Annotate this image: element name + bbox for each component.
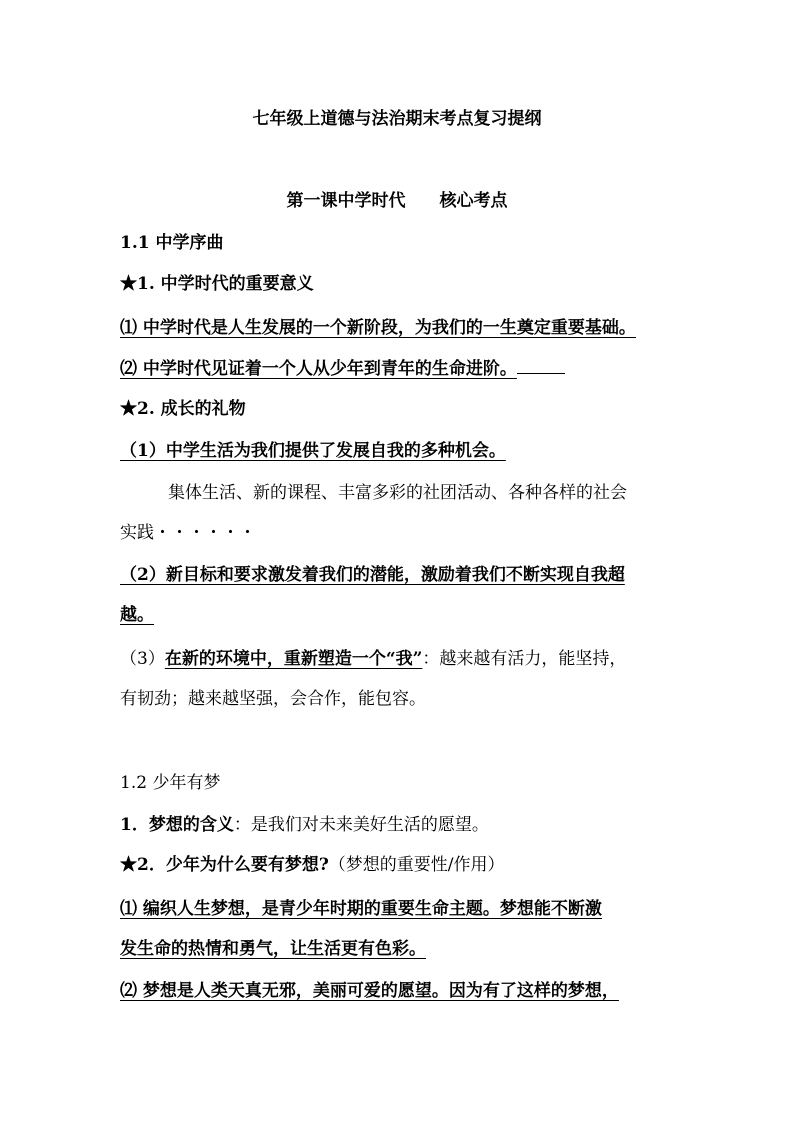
- dream-meaning-label: 1．梦想的含义: [120, 815, 234, 835]
- why-dream-subtitle: （梦想的重要性/作用）: [328, 855, 505, 875]
- growth-gift-point-2-line-1: （2）新目标和要求激发着我们的潜能，激励着我们不断实现自我超: [120, 565, 625, 585]
- point-3-number: （3）: [120, 649, 165, 669]
- item-title-why-dream: [120, 854, 505, 876]
- dream-meaning-text: ：是我们对未来美好生活的愿望。: [233, 815, 489, 835]
- dream-meaning: [120, 814, 489, 836]
- significance-point-2-text: ⑵ 中学时代见证着一个人从少年到青年的生命进阶。: [120, 359, 517, 379]
- section-heading-1-1: 1.1 中学序曲: [120, 233, 224, 253]
- why-dream-point-2-line-1: ⑵ 梦想是人类天真无邪，美丽可爱的愿望。因为有了这样的梦想，: [120, 981, 619, 1001]
- growth-gift-detail-line-2: 实践・・・・・・: [120, 523, 256, 543]
- significance-point-2: [120, 357, 565, 380]
- point-3-key-phrase: 在新的环境中，重新塑造一个“我”: [164, 649, 423, 669]
- growth-gift-point-3-line-2: 有韧劲；越来越坚强，会合作，能包容。: [120, 689, 426, 709]
- growth-gift-point-1: （1）中学生活为我们提供了发展自我的多种机会。: [120, 441, 506, 461]
- significance-point-1: ⑴ 中学时代是人生发展的一个新阶段，为我们的一生奠定重要基础。: [120, 318, 636, 338]
- why-dream-point-1-line-2: 发生命的热情和勇气，让生活更有色彩。: [120, 939, 426, 959]
- section-heading-1-2: 1.2 少年有梦: [120, 773, 221, 793]
- point-3-rest: ：越来越有活力，能坚持，: [422, 649, 627, 669]
- growth-gift-point-2-line-2: 越。: [120, 605, 154, 625]
- why-dream-point-1-line-1: ⑴ 编织人生梦想，是青少年时期的重要生命主题。梦想能不断激: [120, 899, 602, 919]
- blank-line: [517, 357, 565, 374]
- item-title-growth-gift: ★2. 成长的礼物: [120, 399, 246, 419]
- growth-gift-point-3-line-1: [120, 648, 626, 670]
- why-dream-title: ★2．少年为什么要有梦想?: [120, 855, 329, 875]
- growth-gift-detail-line-1: 集体生活、新的课程、丰富多彩的社团活动、各种各样的社会: [168, 483, 627, 503]
- document-title: 七年级上道德与法治期末考点复习提纲: [252, 109, 542, 129]
- lesson-title: 第一课中学时代 核心考点: [286, 191, 508, 211]
- item-title-significance: ★1. 中学时代的重要意义: [120, 274, 314, 294]
